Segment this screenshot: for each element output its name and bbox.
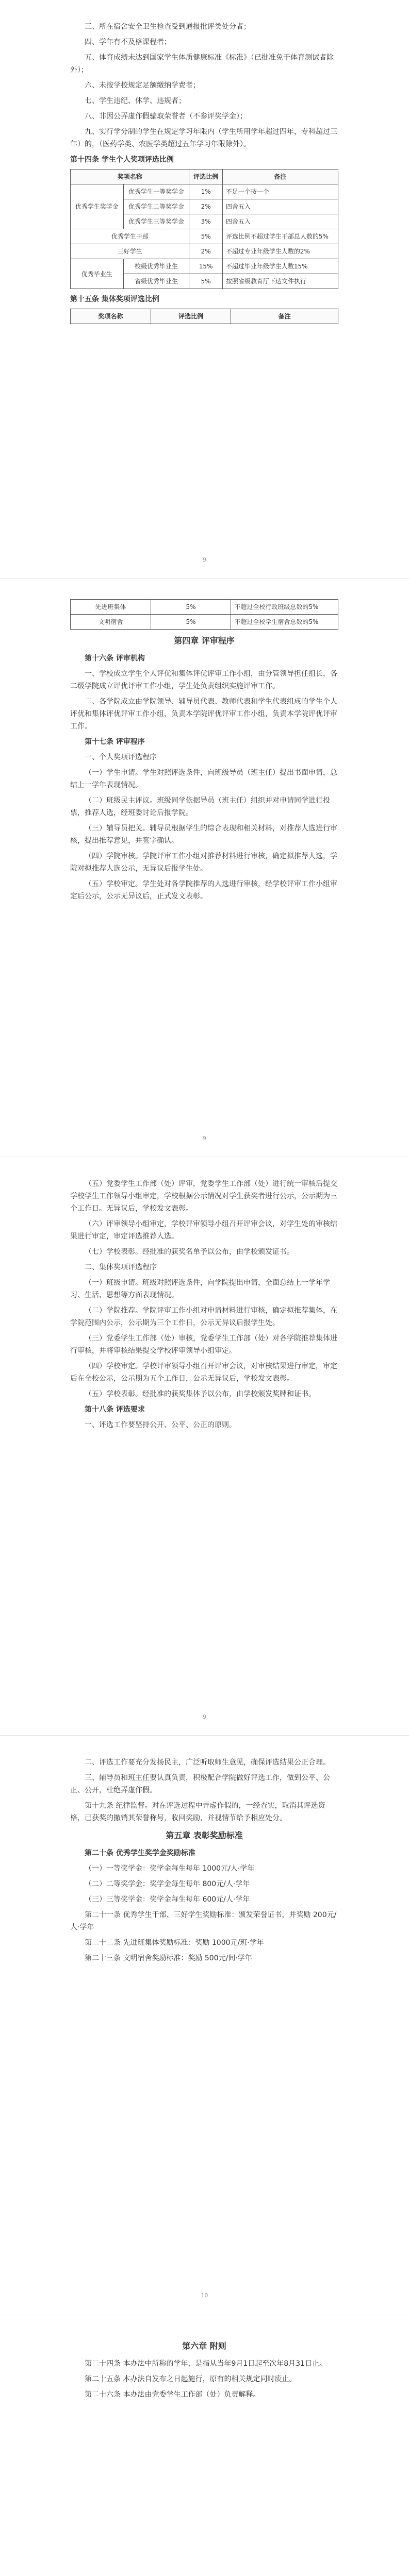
paragraph: （六）评审领导小组审定，学校评审领导小组召开评审会议，对学生处的审核结果进行审定，审定评选推荐人选。	[70, 1220, 337, 1241]
table-cell: 1%	[189, 184, 222, 199]
paragraph: 第十九条 纪律监督。对在评选过程中弄虚作假的，一经查实，取消其评选资格，已获奖的撤销其荣誉称号，收回奖励，并视情节给予相应处分。	[70, 1802, 325, 1822]
table-cell: 四舍五入	[222, 214, 338, 229]
clause-line: 七、学生违纪、休学、违规者；	[85, 97, 186, 105]
table-cell: 优秀毕业生	[71, 259, 124, 289]
clause-line: 三、所在宿舍安全卫生检查受到通报批评类处分者；	[85, 23, 251, 31]
paragraph: （四）学院审核。学院评审工作小组对推荐材料进行审核，确定拟推荐人选，学院对拟推荐人选公示，无异议后报学生处。	[70, 852, 337, 873]
table-header-cell: 评选比例	[189, 170, 222, 184]
paragraph: 第二十四条 本办法中所称的学年，是指从当年9月1日起至次年8月31日止。	[85, 2360, 326, 2368]
paragraph: 二、集体奖项评选程序	[85, 1263, 157, 1272]
individual-award-table	[70, 169, 338, 289]
table-cell: 省级优秀毕业生	[123, 274, 189, 289]
chapter-title: 第四章 评审程序	[174, 636, 235, 646]
table-header-cell: 备注	[222, 170, 338, 184]
table-row	[71, 259, 338, 274]
table-cell: 15%	[189, 259, 222, 274]
article-heading: 第二十条 优秀学生奖学金奖励标准	[85, 1849, 195, 1857]
table-cell: 2%	[189, 244, 222, 259]
document-page-4	[0, 1736, 409, 2314]
paragraph: 一、评选工作要坚持公开、公平、公正的原则。	[85, 1421, 236, 1429]
paragraph: 二、评选工作要充分发扬民主，广泛听取师生意见，确保评选结果公正合理。	[85, 1758, 330, 1767]
table-cell: 5%	[189, 229, 222, 244]
table-cell: 文明宿舍	[71, 615, 151, 630]
document-page-2	[0, 579, 409, 1157]
table-header-cell: 奖项名称	[71, 309, 151, 324]
table-cell: 优秀学生二等奖学金	[123, 199, 189, 214]
paragraph: 第二十二条 先进班集体奖励标准：奖励 1000元/班·学年	[85, 1939, 264, 1947]
table-cell: 按照省级教育厅下达文件执行	[222, 274, 338, 289]
table-cell: 不超过专业年级学生人数的2%	[222, 244, 338, 259]
table-cell: 5%	[189, 274, 222, 289]
table-cell: 5%	[151, 615, 231, 630]
chapter-title: 第五章 表彰奖励标准	[166, 1831, 243, 1840]
clause-line: 九、实行学分制的学生在规定学习年限内（学生所用学年超过四年，专科超过三年）的，（医药学类、农医学类超过五年学习年限除外）。	[70, 128, 337, 148]
paragraph: 三、辅导员和班主任要认真负责，积极配合学院做好评选工作，做到公平、公正、公开，杜绝弄虚作假。	[70, 1774, 330, 1794]
table-15-title: 第十五条 集体奖项评选比例	[70, 295, 159, 303]
table-header-cell: 评选比例	[151, 309, 231, 324]
table-cell: 不超过全校行政班级总数的5%	[231, 600, 338, 615]
paragraph: （三）党委学生工作部（处）审核，党委学生工作部（处）对各学院推荐集体进行审核，并将审核结果提交学校评审领导小组审定。	[70, 1334, 337, 1355]
table-header-row	[71, 309, 338, 324]
paragraph: （二）学院推荐。学院评审工作小组对申请材料进行审核，确定拟推荐集体，在学院范围内公示，公示期为三个工作日，公示无异议后报学生处。	[70, 1307, 337, 1327]
paragraph: （一）学生申请。学生对照评选条件，向班级导员（班主任）提出书面申请，总结上一学年表现情况。	[70, 769, 337, 789]
table-row	[71, 244, 338, 259]
article-heading: 第十六条 评审机构	[85, 654, 145, 663]
paragraph: （二）班级民主评议。班级同学依据导员（班主任）组织并对申请同学进行投票，推荐人选，经班委讨论后报学院。	[70, 796, 330, 817]
table-cell: 3%	[189, 214, 222, 229]
paragraph: （一）班级申请。班级对照评选条件，向学院提出申请，全面总结上一学年学习、生活、思想等方面表现情况。	[70, 1279, 330, 1299]
page-2-content	[70, 599, 338, 906]
document-page-5	[0, 2314, 409, 2576]
paragraph: （一）一等奖学金：奖学金每生每年 1000元/人·学年	[85, 1865, 255, 1873]
paragraph: 一、个人奖项评选程序	[85, 753, 157, 761]
paragraph: （五）党委学生工作部（处）评审，党委学生工作部（处）进行统一审核后提交学校学生工作领导小组审定，学校根据公示情况对学生获奖者进行公示，公示期为三个工作日。无异议后，学校发文表彰。	[70, 1180, 337, 1213]
clause-line: 六、未按学校规定足额缴纳学费者；	[85, 81, 200, 90]
paragraph: 二、各学院成立由学院领导、辅导员代表、教师代表和学生代表组成的学生个人评优和集体评优评审工作小组，负责本学院评优评审工作小组，负责本学院评优评审工作。	[70, 698, 337, 731]
table-cell: 优秀学生三等奖学金	[123, 214, 189, 229]
table-header-cell: 奖项名称	[71, 170, 189, 184]
paragraph: （三）三等奖学金：奖学金每生每年 600元/人·学年	[85, 1895, 250, 1904]
page-3-content	[70, 1178, 338, 1434]
table-cell: 优秀学生奖学金	[71, 184, 124, 229]
table-header-cell: 备注	[231, 309, 338, 324]
paragraph: 第二十六条 本办法由党委学生工作部（处）负责解释。	[85, 2391, 260, 2399]
collective-award-table	[70, 599, 338, 630]
page-number: 10	[201, 2292, 208, 2299]
table-row	[71, 600, 338, 615]
paragraph: （五）学校表彰。经批准的获奖集体予以公布，由学校颁发奖牌和证书。	[85, 1390, 316, 1398]
paragraph: 第二十一条 优秀学生干部、三好学生奖励标准：颁发荣誉证书，并奖励 200元/人·学年	[70, 1911, 337, 1931]
table-cell: 不超过毕业年级学生人数15%	[222, 259, 338, 274]
table-row	[71, 184, 338, 199]
table-cell: 2%	[189, 199, 222, 214]
table-cell: 不足一个按一个	[222, 184, 338, 199]
document-page-1	[0, 0, 409, 578]
table-cell: 5%	[151, 600, 231, 615]
paragraph: 第二十五条 本办法自发布之日起施行，原有的相关规定同时废止。	[85, 2375, 297, 2383]
paragraph: （七）学校表彰。经批准的获奖名单予以公布，由学校颁发证书。	[85, 1248, 294, 1256]
table-cell: 校级优秀毕业生	[123, 259, 189, 274]
paragraph: 一、学校成立学生个人评优和集体评优评审工作小组，由分管领导担任组长，各二级学院成立评优评审工作小组，学生处负责组织实施评审工作。	[70, 670, 337, 690]
paragraph: 第二十三条 文明宿舍奖励标准：奖励 500元/间·学年	[85, 1954, 252, 1962]
clause-line: 四、学年有不及格课程者；	[85, 38, 171, 46]
page-number: 9	[203, 1135, 206, 1142]
table-cell: 评选比例不超过学生干部总人数的5%	[222, 229, 338, 244]
table-cell: 优秀学生一等奖学金	[123, 184, 189, 199]
table-cell: 四舍五入	[222, 199, 338, 214]
page-5-content	[70, 2335, 338, 2404]
table-cell: 三好学生	[71, 244, 189, 259]
table-row	[71, 229, 338, 244]
table-cell: 先进班集体	[71, 600, 151, 615]
clause-line: 五、体育成绩未达到国家学生体质健康标准《标准》（已批准免于体育测试者除外）；	[70, 54, 334, 74]
clause-line: 八、非因公弄虚作假骗取荣誉者（不参评奖学金）；	[85, 112, 247, 121]
table-row	[71, 615, 338, 630]
paragraph: （五）学校审定。学生处对各学院推荐的人选进行审核，经学校评审工作小组审定后公示，公示无异议后，正式发文表彰。	[70, 880, 337, 901]
paragraph: （三）辅导员把关。辅导员根据学生的综合表现和相关材料，对推荐人选进行审核，提出推荐意见，并签字确认。	[70, 824, 337, 845]
article-heading: 第十七条 评审程序	[85, 738, 145, 746]
chapter-title: 第六章 附则	[182, 2341, 226, 2351]
collective-award-table-header	[70, 309, 338, 324]
page-1-content	[70, 21, 338, 328]
document-page-3	[0, 1157, 409, 1735]
paragraph: （二）二等奖学金：奖学金每生每年 800元/人·学年	[85, 1880, 250, 1888]
table-cell: 优秀学生干部	[71, 229, 189, 244]
table-cell: 不超过全校学生宿舍总数的5%	[231, 615, 338, 630]
page-number: 9	[203, 556, 206, 563]
article-heading: 第十八条 评选要求	[85, 1405, 145, 1414]
page-number: 9	[203, 1714, 206, 1720]
page-4-content	[70, 1756, 338, 1968]
paragraph: （四）学校审定。学校评审领导小组召开评审会议，对审核结果进行审定，审定后在全校公示，公示期为五个工作日，公示无异议后，学校发文表彰。	[70, 1362, 337, 1383]
table-header-row	[71, 170, 338, 184]
table-14-title: 第十四条 学生个人奖项评选比例	[70, 156, 174, 164]
